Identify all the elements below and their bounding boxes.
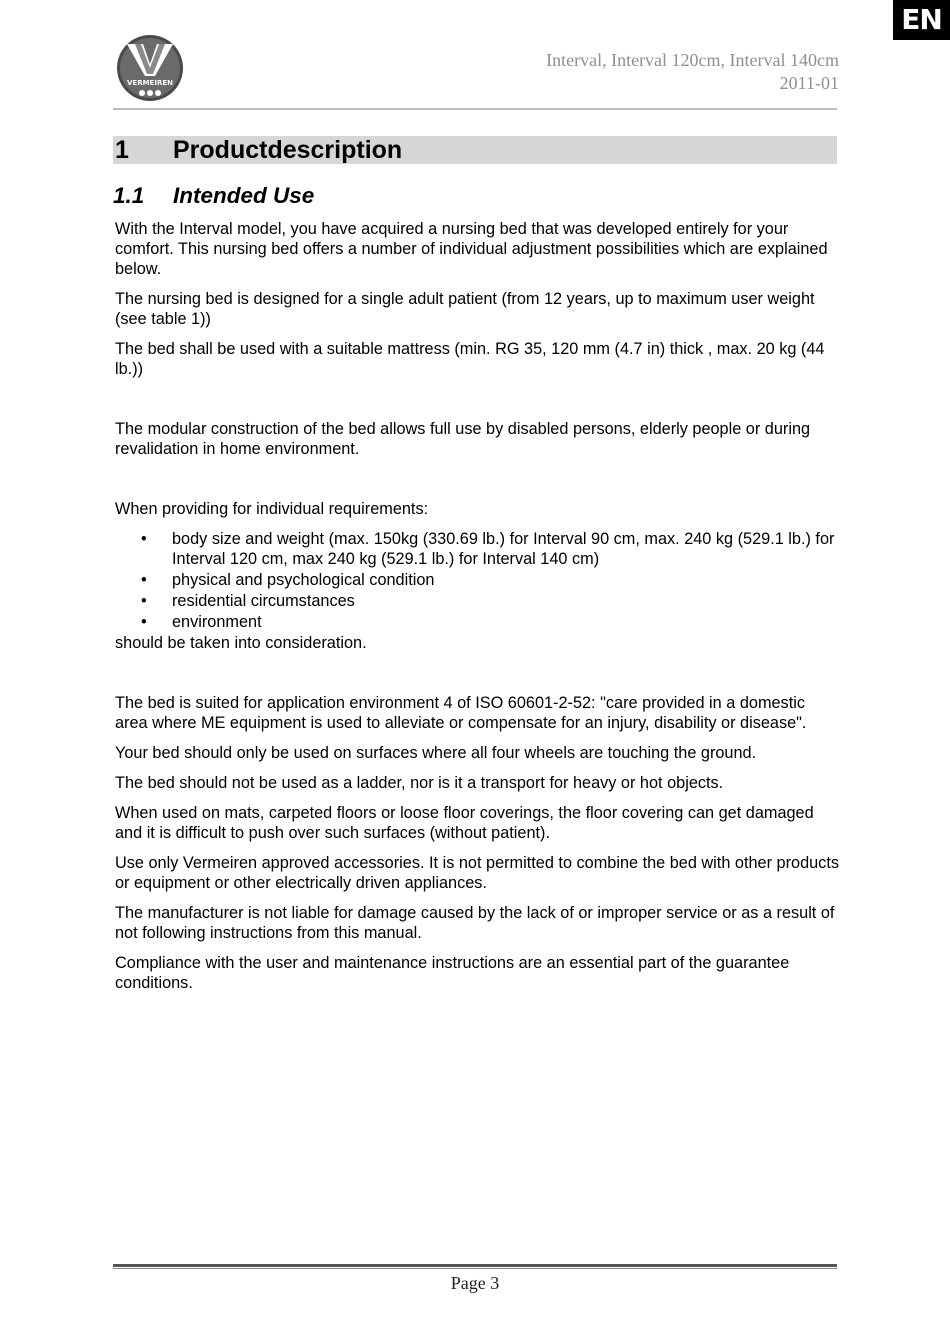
header-title: Interval, Interval 120cm, Interval 140cm xyxy=(546,50,839,70)
bullet-icon: • xyxy=(141,571,147,589)
footer-divider xyxy=(113,1264,837,1267)
list-item xyxy=(115,612,840,632)
spacer xyxy=(115,389,840,419)
paragraph: When providing for individual requirements: xyxy=(115,500,429,518)
bullet-icon: • xyxy=(141,530,147,548)
spacer xyxy=(115,663,840,693)
list-item-text: environment xyxy=(172,613,262,631)
chapter-heading xyxy=(113,136,837,164)
list-item-text: body size and weight (max. 150kg (330.69 lb.) for Interval 90 cm, max. 240 kg (529.1 lb.) for Interval 120 cm, max 240 kg (529.1 lb.) for Interval 140 cm) xyxy=(172,530,835,568)
running-header xyxy=(546,49,839,95)
vermeiren-logo xyxy=(113,34,187,102)
paragraph: The bed shall be used with a suitable mattress (min. RG 35, 120 mm (4.7 in) thick , max. 20 kg (44 lb.)) xyxy=(115,340,825,378)
paragraph: Compliance with the user and maintenance instructions are an essential part of the guarantee conditions. xyxy=(115,954,790,992)
paragraph: The bed should not be used as a ladder, nor is it a transport for heavy or hot objects. xyxy=(115,774,724,792)
language-badge: EN xyxy=(893,0,950,40)
svg-text:VERMEIREN: VERMEIREN xyxy=(127,79,173,87)
paragraph: The nursing bed is designed for a single adult patient (from 12 years, up to maximum user weight (see table 1)) xyxy=(115,290,815,328)
chapter-number: 1 xyxy=(115,136,129,164)
requirements-list xyxy=(115,529,840,632)
body-text xyxy=(115,219,840,1003)
list-item xyxy=(115,570,840,590)
paragraph: Use only Vermeiren approved accessories. It is not permitted to combine the bed with other products or equipment or other electrically driven appliances. xyxy=(115,854,839,892)
paragraph: The modular construction of the bed allows full use by disabled persons, elderly people or during revalidation in home environment. xyxy=(115,420,811,458)
list-item xyxy=(115,591,840,611)
paragraph: When used on mats, carpeted floors or loose floor coverings, the floor covering can get damaged and it is difficult to push over such surfaces (without patient). xyxy=(115,804,814,842)
footer-divider-thin xyxy=(113,1268,837,1269)
list-item xyxy=(115,529,840,569)
section-number: 1.1 xyxy=(113,183,145,208)
paragraph: With the Interval model, you have acquired a nursing bed that was developed entirely for your comfort. This nursing bed offers a number of individual adjustment possibilities which are explained below. xyxy=(115,220,828,278)
paragraph: The manufacturer is not liable for damage caused by the lack of or improper service or as a result of not following instructions from this manual. xyxy=(115,904,835,942)
section-title: Intended Use xyxy=(173,183,315,208)
section-heading xyxy=(113,183,314,209)
paragraph: Your bed should only be used on surfaces where all four wheels are touching the ground. xyxy=(115,744,757,762)
spacer xyxy=(115,469,840,499)
header-date: 2011-01 xyxy=(779,73,839,93)
chapter-title: Productdescription xyxy=(173,136,403,164)
list-item-text: residential circumstances xyxy=(172,592,355,610)
bullet-icon: • xyxy=(141,613,147,631)
paragraph: should be taken into consideration. xyxy=(115,634,367,652)
paragraph: The bed is suited for application environment 4 of ISO 60601-2-52: "care provided in a domestic area where ME equipment is used to alleviate or compensate for an injury, disability or disease". xyxy=(115,694,807,732)
page-number: Page 3 xyxy=(450,1273,500,1293)
bullet-icon: • xyxy=(141,592,147,610)
header-divider xyxy=(113,108,837,110)
list-item-text: physical and psychological condition xyxy=(172,571,435,589)
